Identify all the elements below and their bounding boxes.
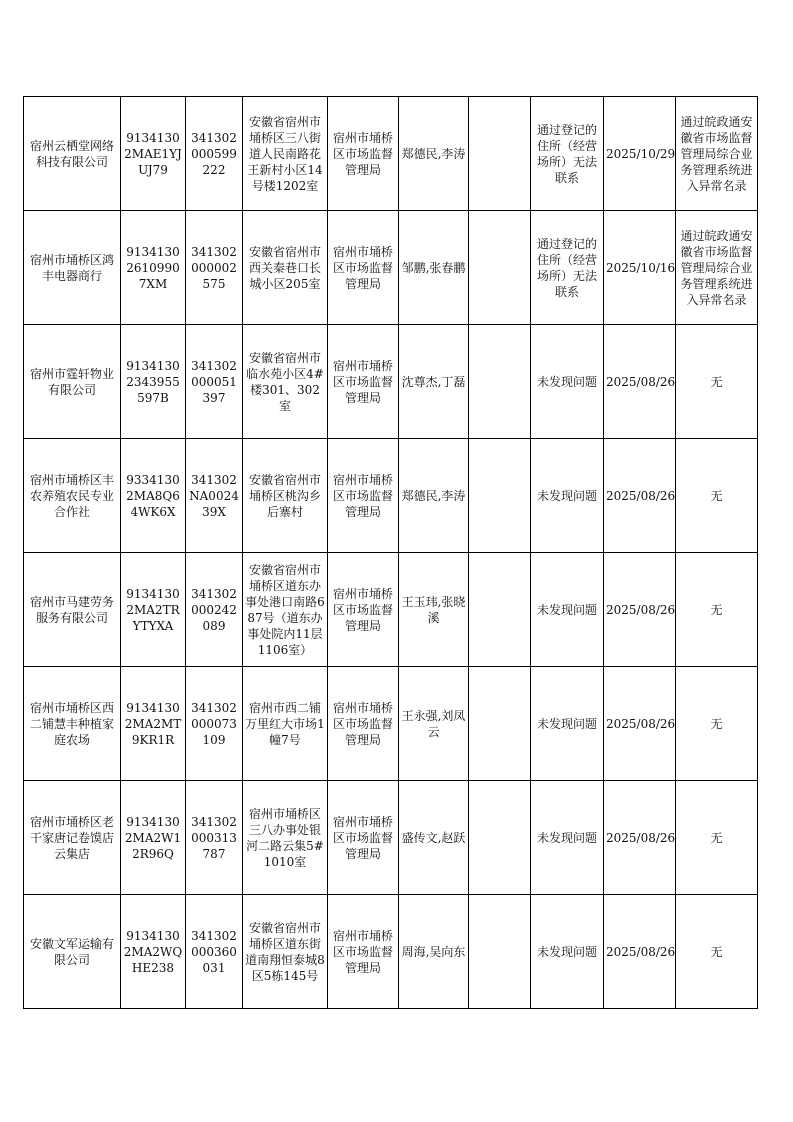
date-cell: 2025/08/26 [604,439,676,553]
table-row [24,325,758,439]
table-row [24,781,758,895]
credit-code-cell: 91341302MA2TRYTYXA [121,553,186,667]
authority-cell: 宿州市埇桥区市场监督管理局 [328,211,399,325]
date-cell: 2025/08/26 [604,553,676,667]
company-name-cell: 宿州市埇桥区丰农养殖农民专业合作社 [24,439,121,553]
address-cell: 宿州市埇桥区三八办事处银河二路云集5#1010室 [243,781,328,895]
registration-number-cell: 341302000313787 [186,781,243,895]
inspectors-cell: 王玉玮,张晓溪 [399,553,469,667]
credit-code-cell: 91341302MA2W12R96Q [121,781,186,895]
credit-code-cell: 913413026109907XM [121,211,186,325]
inspectors-cell: 邹鹏,张春鹏 [399,211,469,325]
result-cell: 通过登记的住所（经营场所）无法联系 [531,97,604,211]
company-name-cell: 宿州市埇桥区老干家唐记卷馍店云集店 [24,781,121,895]
registration-number-cell: 341302000360031 [186,895,243,1009]
credit-code-cell: 93341302MA8Q64WK6X [121,439,186,553]
credit-code-cell: 91341302MAE1YJUJ79 [121,97,186,211]
inspectors-cell: 沈尊杰,丁磊 [399,325,469,439]
company-name-cell: 宿州市霆轩物业有限公司 [24,325,121,439]
company-name-cell: 安徽文军运输有限公司 [24,895,121,1009]
table-row [24,211,758,325]
table-row [24,895,758,1009]
table-row [24,553,758,667]
registration-number-cell: 341302000051397 [186,325,243,439]
result-cell: 未发现问题 [531,667,604,781]
note-cell: 无 [676,667,758,781]
inspectors-cell: 郑德民,李涛 [399,97,469,211]
credit-code-cell: 91341302MA2MT9KR1R [121,667,186,781]
date-cell: 2025/08/26 [604,895,676,1009]
authority-cell: 宿州市埇桥区市场监督管理局 [328,325,399,439]
note-cell: 通过皖政通安徽省市场监督管理局综合业务管理系统进入异常名录 [676,211,758,325]
inspectors-cell: 周海,吴向东 [399,895,469,1009]
empty-cell [469,325,531,439]
address-cell: 宿州市西二铺万里红大市场1幢7号 [243,667,328,781]
authority-cell: 宿州市埇桥区市场监督管理局 [328,553,399,667]
result-cell: 未发现问题 [531,553,604,667]
result-cell: 未发现问题 [531,325,604,439]
table-row [24,97,758,211]
registration-number-cell: 341302000073109 [186,667,243,781]
inspectors-cell: 王永强,刘凤云 [399,667,469,781]
credit-code-cell: 91341302MA2WQHE238 [121,895,186,1009]
address-cell: 安徽省宿州市临水苑小区4#楼301、302室 [243,325,328,439]
table-body [24,97,758,1009]
empty-cell [469,211,531,325]
note-cell: 无 [676,325,758,439]
note-cell: 通过皖政通安徽省市场监督管理局综合业务管理系统进入异常名录 [676,97,758,211]
note-cell: 无 [676,781,758,895]
note-cell: 无 [676,439,758,553]
note-cell: 无 [676,553,758,667]
credit-code-cell: 91341302343955597B [121,325,186,439]
empty-cell [469,781,531,895]
address-cell: 安徽省宿州市埇桥区桃沟乡后寨村 [243,439,328,553]
registration-number-cell: 341302000002575 [186,211,243,325]
date-cell: 2025/08/26 [604,667,676,781]
company-name-cell: 宿州市埇桥区鸿丰电器商行 [24,211,121,325]
table-row [24,439,758,553]
date-cell: 2025/10/16 [604,211,676,325]
registration-number-cell: 341302000599222 [186,97,243,211]
address-cell: 安徽省宿州市埇桥区三八街道人民南路花王新村小区14号楼1202室 [243,97,328,211]
authority-cell: 宿州市埇桥区市场监督管理局 [328,667,399,781]
records-table [23,96,758,1009]
empty-cell [469,667,531,781]
address-cell: 安徽省宿州市埇桥区道东街道南翔恒泰城8区5栋145号 [243,895,328,1009]
empty-cell [469,895,531,1009]
company-name-cell: 宿州云栖堂网络科技有限公司 [24,97,121,211]
authority-cell: 宿州市埇桥区市场监督管理局 [328,97,399,211]
inspectors-cell: 郑德民,李涛 [399,439,469,553]
result-cell: 未发现问题 [531,439,604,553]
date-cell: 2025/10/29 [604,97,676,211]
authority-cell: 宿州市埇桥区市场监督管理局 [328,895,399,1009]
date-cell: 2025/08/26 [604,325,676,439]
address-cell: 安徽省宿州市西关秦巷口长城小区205室 [243,211,328,325]
authority-cell: 宿州市埇桥区市场监督管理局 [328,439,399,553]
result-cell: 通过登记的住所（经营场所）无法联系 [531,211,604,325]
result-cell: 未发现问题 [531,781,604,895]
inspectors-cell: 盛传文,赵跃 [399,781,469,895]
registration-number-cell: 341302NA002439X [186,439,243,553]
address-cell: 安徽省宿州市埇桥区道东办事处港口南路687号（道东办事处院内11层1106室） [243,553,328,667]
note-cell: 无 [676,895,758,1009]
empty-cell [469,97,531,211]
company-name-cell: 宿州市埇桥区西二铺慧丰种植家庭农场 [24,667,121,781]
result-cell: 未发现问题 [531,895,604,1009]
authority-cell: 宿州市埇桥区市场监督管理局 [328,781,399,895]
empty-cell [469,553,531,667]
table-row [24,667,758,781]
company-name-cell: 宿州市马建劳务服务有限公司 [24,553,121,667]
registration-number-cell: 341302000242089 [186,553,243,667]
date-cell: 2025/08/26 [604,781,676,895]
empty-cell [469,439,531,553]
